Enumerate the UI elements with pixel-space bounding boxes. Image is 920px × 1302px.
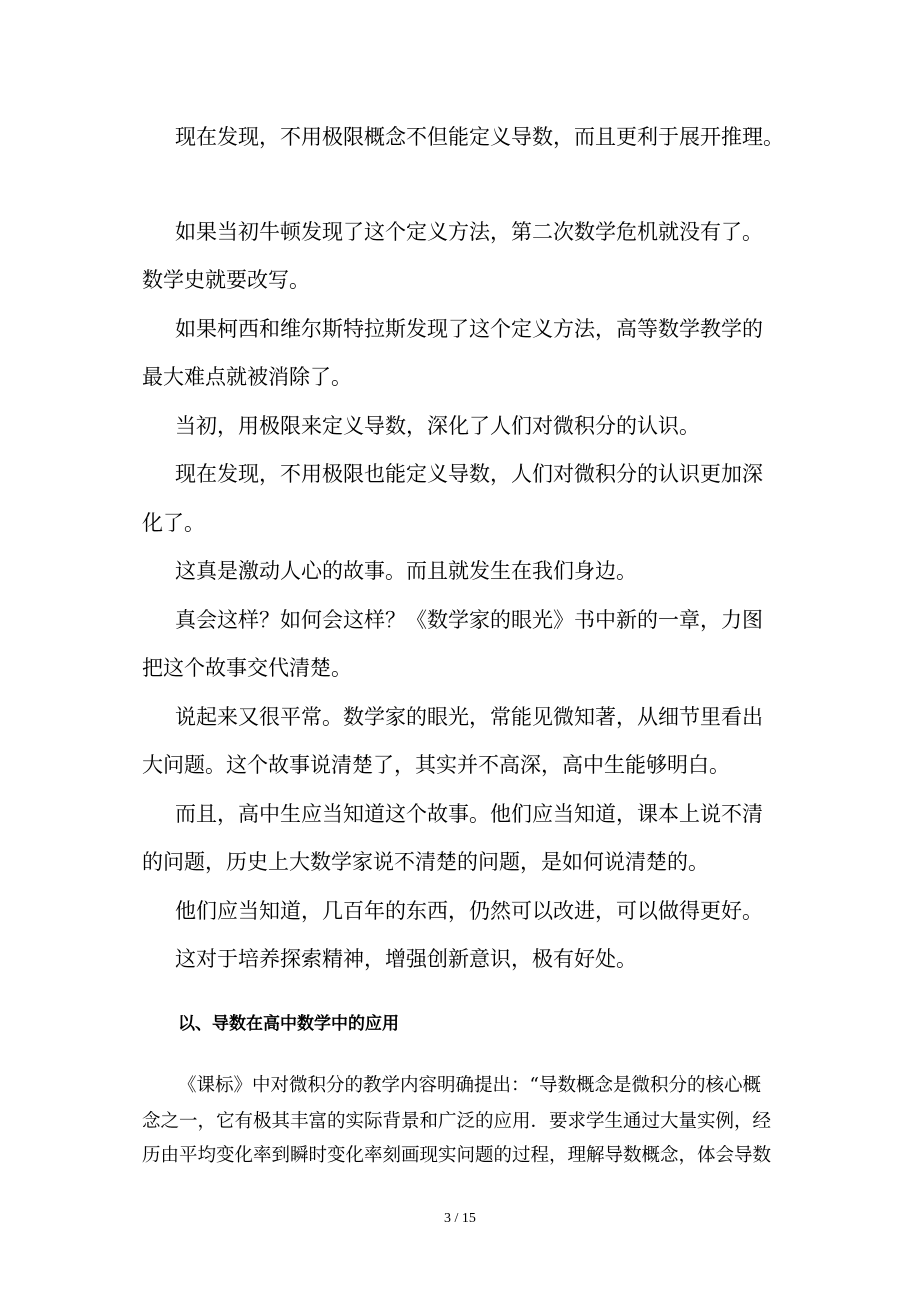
paragraph-line: 现在发现，不用极限也能定义导数，人们对微积分的认识更加深 [175, 462, 763, 486]
paragraph-line: 真会这样？如何会这样？《数学家的眼光》书中新的一章，力图 [175, 608, 763, 632]
section-heading: 以、导数在高中数学中的应用 [178, 1014, 399, 1034]
paragraph-line: 这真是激动人心的故事。而且就发生在我们身边。 [175, 559, 637, 583]
paragraph-line: 而且，高中生应当知道这个故事。他们应当知道，课本上说不清 [175, 802, 763, 826]
paragraph-line: 数学史就要改写。 [142, 268, 310, 292]
paragraph-line: 如果当初牛顿发现了这个定义方法，第二次数学危机就没有了。 [175, 220, 763, 244]
paragraph-line: 说起来又很平常。数学家的眼光，常能见微知著，从细节里看出 [175, 705, 763, 729]
paragraph-line: 当初，用极限来定义导数，深化了人们对微积分的认识。 [175, 414, 700, 438]
paragraph-line: 化了。 [142, 511, 205, 535]
paragraph-line: 把这个故事交代清楚。 [142, 656, 352, 680]
paragraph-line: 这对于培养探索精神，增强创新意识，极有好处。 [175, 947, 637, 971]
paragraph-line: 的问题，历史上大数学家说不清楚的问题，是如何说清楚的。 [142, 850, 709, 874]
paragraph-line: 《课标》中对微积分的教学内容明确提出：“导数概念是微积分的核心概 [178, 1075, 761, 1096]
paragraph-line: 念之一，它有极其丰富的实际背景和广泛的应用．要求学生通过大量实例，经 [142, 1111, 772, 1132]
paragraph-line: 现在发现，不用极限概念不但能定义导数，而且更利于展开推理。 [175, 125, 784, 149]
paragraph-line: 他们应当知道，几百年的东西，仍然可以改进，可以做得更好。 [175, 899, 763, 923]
paragraph-line: 最大难点就被消除了。 [142, 365, 352, 389]
page-number: 3 / 15 [444, 1211, 476, 1226]
paragraph-line: 如果柯西和维尔斯特拉斯发现了这个定义方法，高等数学教学的 [175, 317, 763, 341]
paragraph-line: 大问题。这个故事说清楚了，其实并不高深，高中生能够明白。 [142, 753, 730, 777]
paragraph-line: 历由平均变化率到瞬时变化率刻画现实问题的过程，理解导数概念，体会导数 [142, 1145, 772, 1166]
